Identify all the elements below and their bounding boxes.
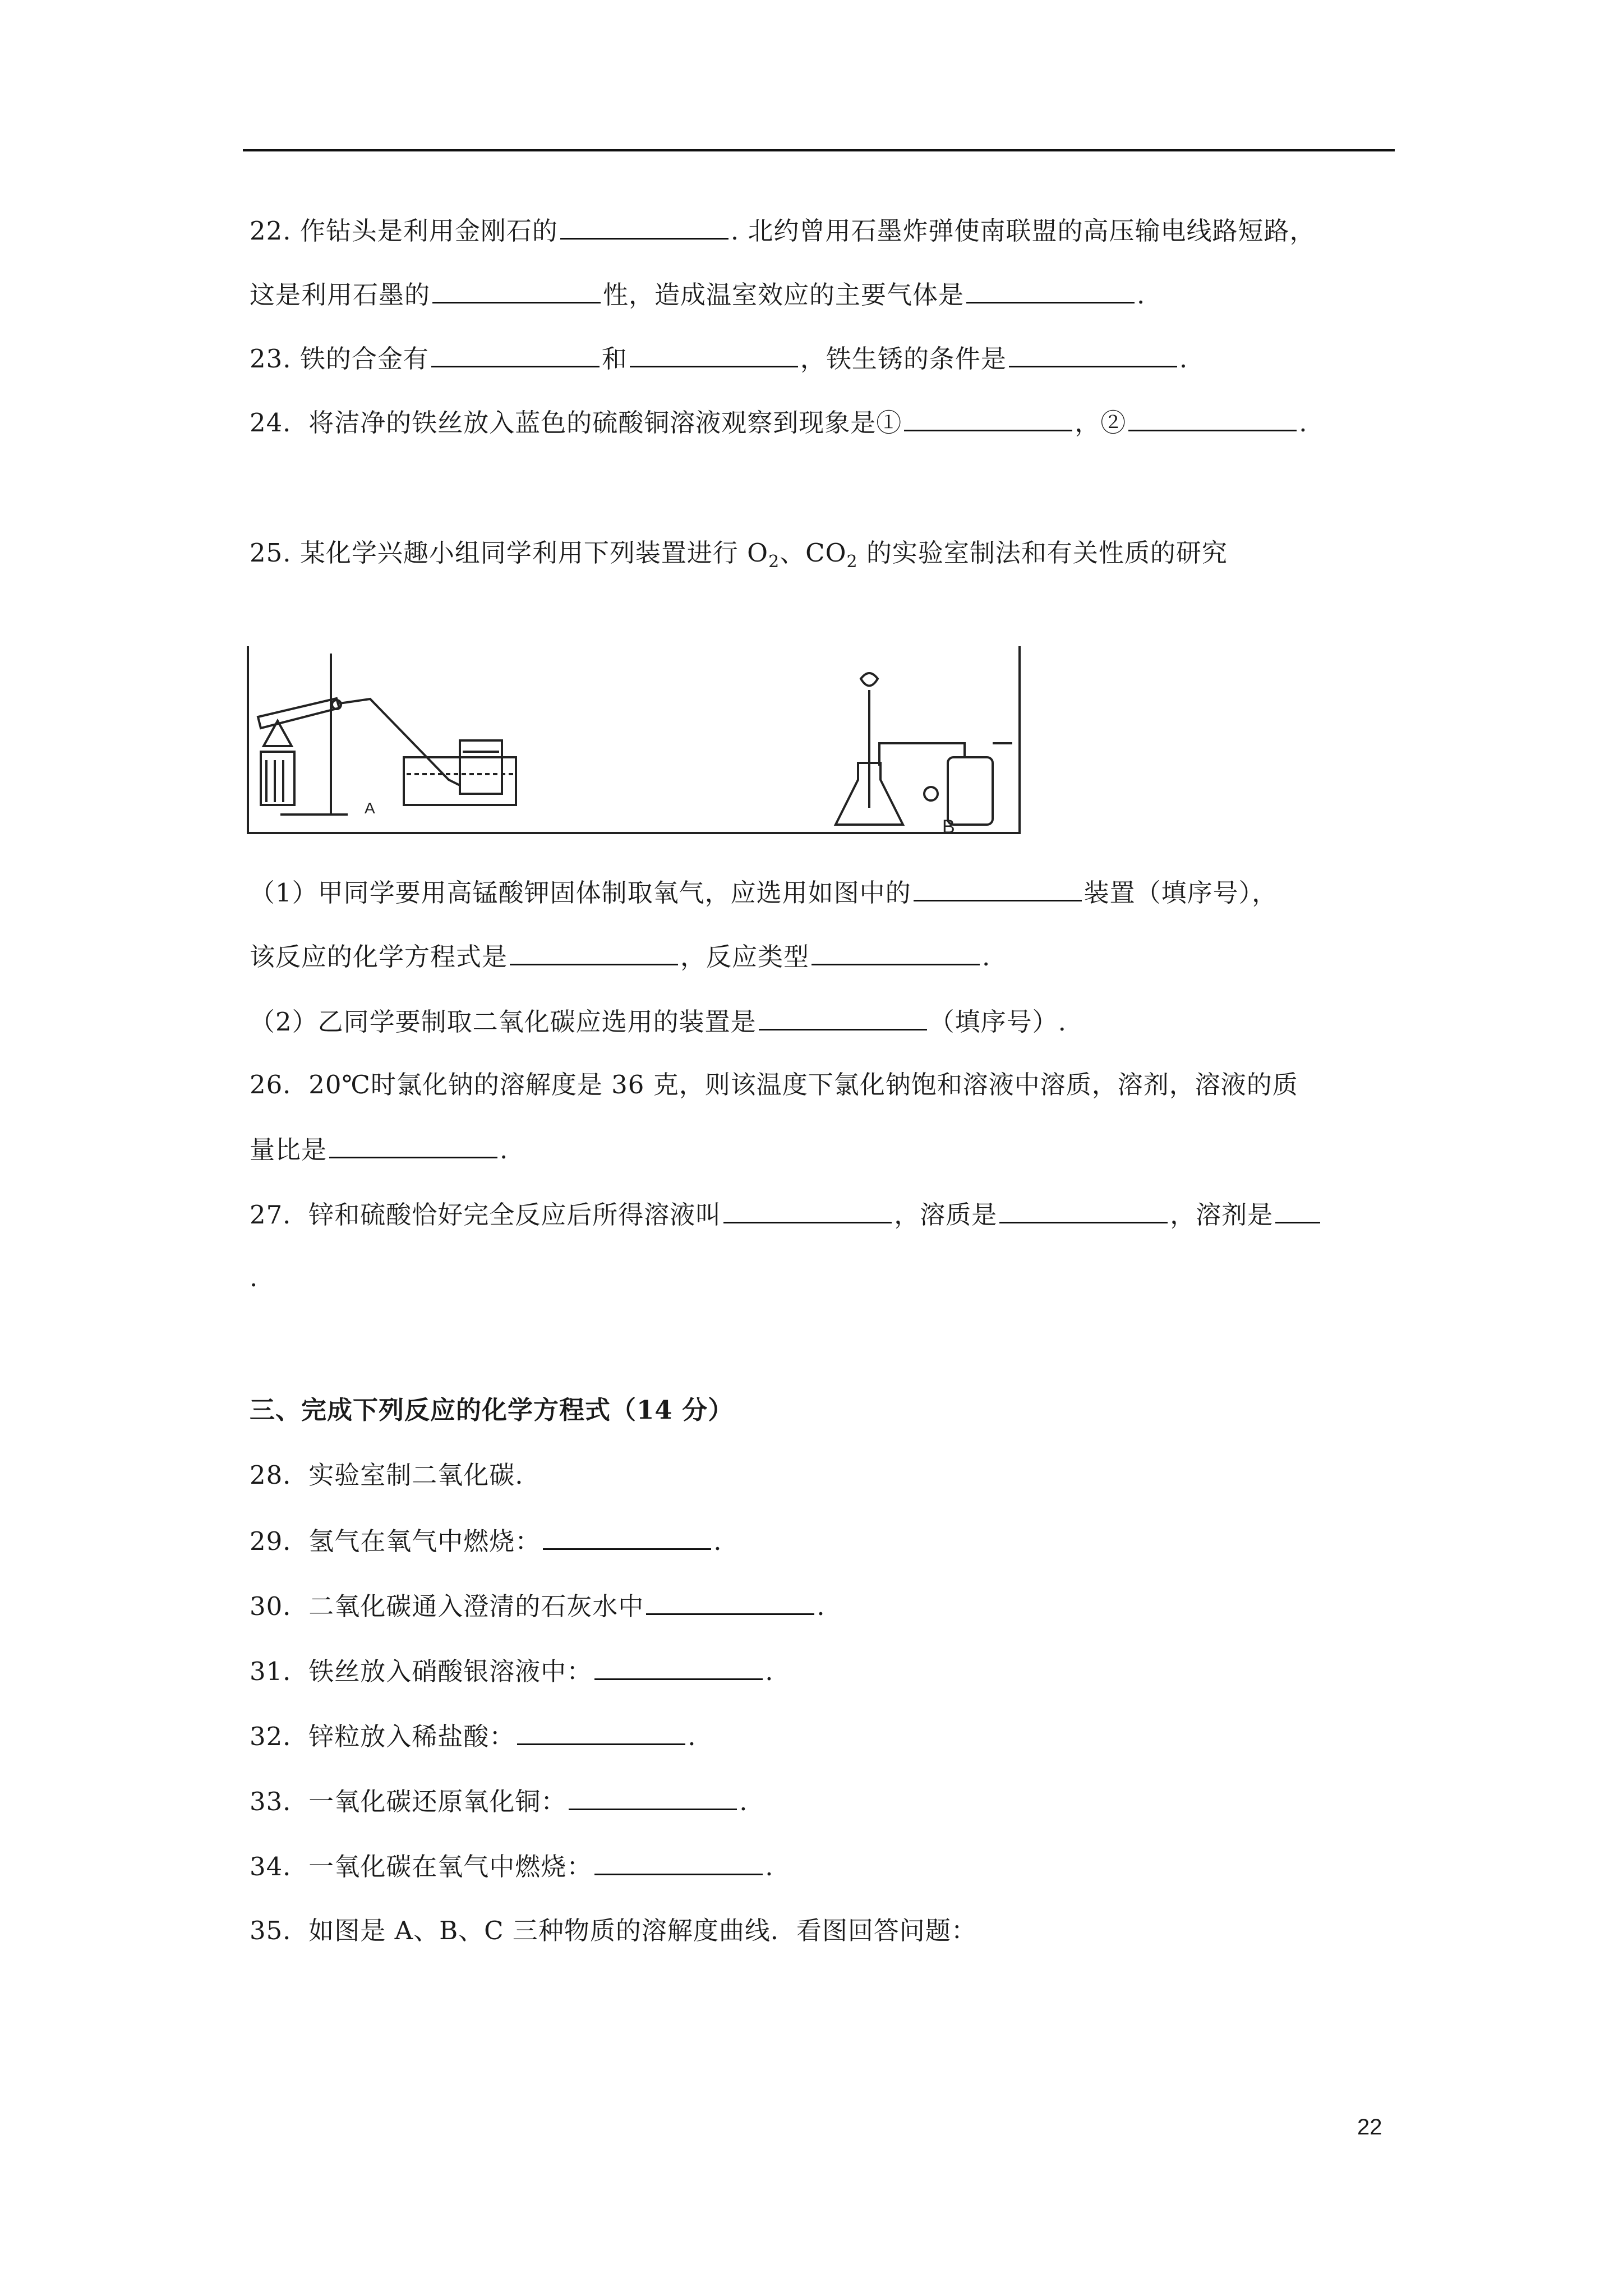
question-25-part-1-line-2: 该反应的化学方程式是 ，反应类型 . [250,939,990,974]
question-25-part-2: （2）乙同学要制取二氧化碳应选用的装置是 （填序号）. [250,1004,1067,1039]
answer-blank[interactable] [904,405,1072,431]
header-rule [243,149,1395,151]
delivery-tube [339,699,460,785]
question-33: 33．一氧化碳还原氧化铜： . [250,1784,748,1819]
answer-blank[interactable] [431,341,600,367]
test-tube [258,698,339,728]
answer-blank[interactable] [999,1197,1168,1223]
gas-bottle [948,757,993,825]
question-32: 32．锌粒放入稀盐酸： . [250,1719,697,1754]
question-28: 28．实验室制二氧化碳. [250,1460,524,1490]
question-23: 23. 铁的合金有 和 ，铁生锈的条件是 . [250,341,1188,376]
answer-blank[interactable] [914,875,1082,901]
answer-blank[interactable] [1009,341,1177,367]
label-b: B [942,816,955,836]
answer-blank[interactable] [329,1132,497,1158]
answer-blank[interactable] [646,1589,814,1615]
question-34: 34．一氧化碳在氧气中燃烧： . [250,1849,774,1884]
question-22-line-2: 这是利用石墨的 性，造成温室效应的主要气体是 . [250,277,1145,312]
collecting-bottle [460,740,502,794]
answer-blank[interactable] [432,277,601,303]
answer-blank[interactable] [759,1004,927,1030]
answer-blank[interactable] [569,1784,737,1810]
funnel [861,673,878,686]
answer-blank[interactable] [594,1849,763,1875]
answer-blank[interactable] [517,1719,685,1745]
answer-blank[interactable] [594,1654,763,1680]
answer-blank[interactable] [966,277,1135,303]
page-number: 22 [1357,2115,1382,2139]
apparatus-figure [247,645,1023,836]
answer-blank[interactable] [1275,1197,1320,1223]
answer-blank[interactable] [543,1524,711,1550]
question-25-part-1-line-1: （1）甲同学要用高锰酸钾固体制取氧气，应选用如图中的 装置（填序号）， [250,875,1278,910]
question-26-line-2: 量比是 . [250,1132,508,1167]
question-26-line-1: 26．20℃时氯化钠的溶解度是 36 克，则该温度下氯化钠饱和溶液中溶质，溶剂，溶液的质 [250,1070,1298,1099]
question-27-end: . [250,1263,259,1292]
question-31: 31．铁丝放入硝酸银溶液中： . [250,1654,774,1688]
answer-blank[interactable] [1128,405,1297,431]
question-35: 35．如图是 A、B、C 三种物质的溶解度曲线．看图回答问题： [250,1916,977,1945]
answer-blank[interactable] [560,213,728,240]
question-30: 30．二氧化碳通入澄清的石灰水中 . [250,1589,826,1623]
question-29: 29．氢气在氧气中燃烧： . [250,1524,722,1558]
section-3-heading: 三、完成下列反应的化学方程式（14 分） [250,1395,734,1425]
label-a: A [365,799,375,817]
answer-blank[interactable] [723,1197,892,1223]
answer-blank[interactable] [811,939,980,965]
connecting-tube [879,743,965,766]
question-27: 27．锌和硫酸恰好完全反应后所得溶液叫 ，溶质是 ，溶剂是 [250,1197,1322,1232]
answer-blank[interactable] [510,939,678,965]
question-25: 25. 某化学兴趣小组同学利用下列装置进行 $O_2$、$CO_2$ 的实验室制法和有关性质的研究 [250,538,1228,572]
question-22-line-1: 22. 作钻头是利用金刚石的 . 北约曾用石墨炸弹使南联盟的高压输电线路短路， [250,213,1316,248]
question-24: 24．将洁净的铁丝放入蓝色的硫酸铜溶液观察到现象是① ，② . [250,405,1308,440]
figure-frame [248,646,1020,833]
answer-blank[interactable] [630,341,798,367]
